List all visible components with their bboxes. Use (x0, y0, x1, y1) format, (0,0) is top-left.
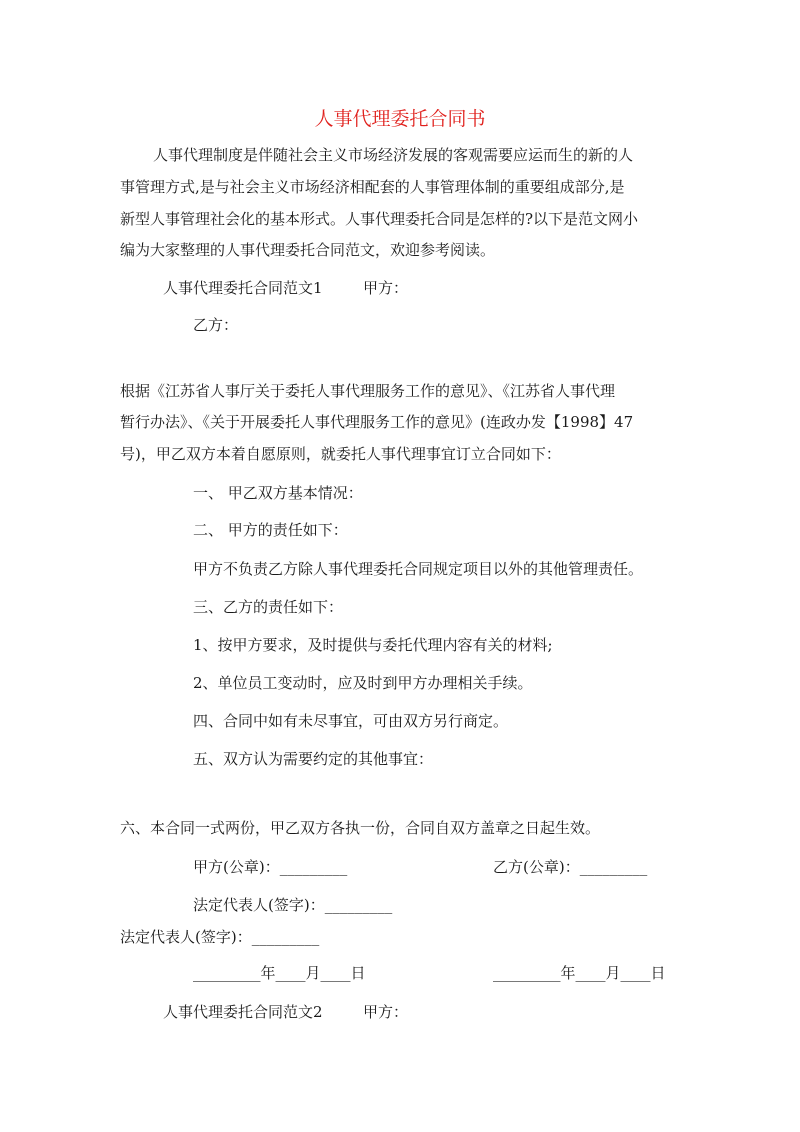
clause-3-item-2: 2、单位员工变动时，应及时到甲方办理相关手续。 (193, 674, 533, 692)
document-title: 人事代理委托合同书 (314, 108, 486, 130)
basis-line-2: 暂行办法》、《关于开展委托人事代理服务工作的意见》(连政办发【1998】47 (120, 413, 634, 431)
sample1-party-a: 甲方： (363, 279, 409, 297)
clause-3: 三、乙方的责任如下： (193, 598, 344, 616)
sample2-party-a: 甲方： (363, 1003, 409, 1021)
clause-2: 二、 甲方的责任如下： (193, 521, 348, 539)
intro-line-2: 事管理方式,是与社会主义市场经济相配套的人事管理体制的重要组成部分,是 (120, 178, 625, 196)
clause-4: 四、合同中如有未尽事宜，可由双方另行商定。 (193, 712, 509, 730)
party-b-date: _________年____月____日 (493, 964, 666, 982)
party-a-date: _________年____月____日 (193, 964, 366, 982)
sample2-heading: 人事代理委托合同范文2 (163, 1003, 323, 1021)
basis-line-3: 号)，甲乙双方本着自愿原则，就委托人事代理事宜订立合同如下： (120, 445, 561, 463)
sample1-heading: 人事代理委托合同范文1 (163, 279, 323, 297)
intro-line-4: 编为大家整理的人事代理委托合同范文，欢迎参考阅读。 (120, 241, 496, 259)
clause-1: 一、 甲乙双方基本情况： (193, 484, 363, 502)
intro-line-1: 人事代理制度是伴随社会主义市场经济发展的客观需要应运而生的新的人 (153, 146, 634, 164)
party-a-seal: 甲方(公章)：_________ (193, 858, 348, 876)
party-a-representative: 法定代表人(签字)：_________ (193, 896, 393, 914)
clause-5: 五、双方认为需要约定的其他事宜： (193, 750, 434, 768)
clause-2-text: 甲方不负责乙方除人事代理委托合同规定项目以外的其他管理责任。 (193, 560, 644, 578)
basis-line-1: 根据《江苏省人事厅关于委托人事代理服务工作的意见》、《江苏省人事代理 (120, 382, 616, 400)
intro-line-3: 新型人事管理社会化的基本形式。人事代理委托合同是怎样的?以下是范文网小 (120, 210, 639, 228)
clause-6: 六、本合同一式两份，甲乙双方各执一份，合同自双方盖章之日起生效。 (120, 819, 601, 837)
party-b-representative: 法定代表人(签字)：_________ (120, 928, 320, 946)
clause-3-item-1: 1、按甲方要求，及时提供与委托代理内容有关的材料; (193, 636, 553, 654)
sample1-party-b: 乙方： (193, 316, 239, 334)
party-b-seal: 乙方(公章)：_________ (493, 858, 648, 876)
